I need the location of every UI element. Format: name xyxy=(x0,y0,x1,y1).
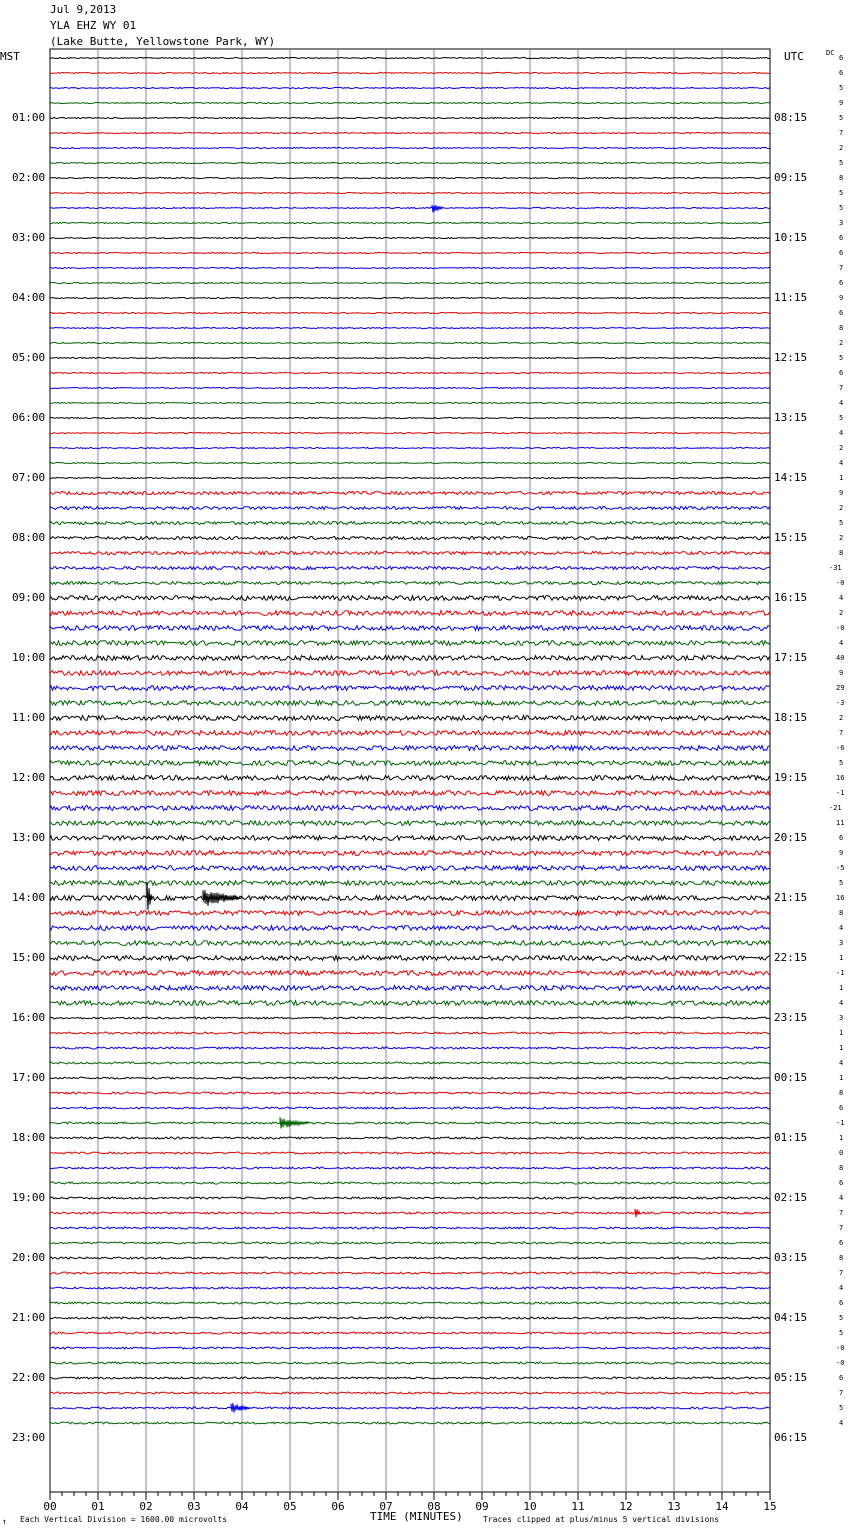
x-tick-label: 01 xyxy=(91,1500,105,1513)
seismic-trace xyxy=(50,731,770,736)
dc-offset-value: 4 xyxy=(839,594,844,602)
dc-offset-value: -0 xyxy=(836,1344,845,1352)
seismic-trace xyxy=(50,1092,770,1094)
dc-offset-value: -0 xyxy=(836,624,845,632)
dc-offset-value: 5 xyxy=(839,1404,844,1412)
seismic-trace xyxy=(50,761,770,766)
time-label-left: 15:00 xyxy=(12,951,46,964)
seismic-trace xyxy=(50,1422,770,1424)
seismic-trace xyxy=(50,1407,770,1409)
seismic-trace xyxy=(50,566,770,569)
dc-offset-value: 5 xyxy=(839,759,844,767)
seismic-trace xyxy=(50,1167,770,1169)
time-label-left: 20:00 xyxy=(12,1251,46,1264)
dc-offset-value: 7 xyxy=(839,129,844,137)
seismic-trace xyxy=(50,432,770,433)
dc-offset-value: 7 xyxy=(839,1224,844,1232)
seismic-trace xyxy=(50,1362,770,1364)
dc-offset-value: 6 xyxy=(839,279,844,287)
dc-offset-value: 9 xyxy=(839,669,844,677)
seismic-trace xyxy=(50,911,770,916)
seismic-trace xyxy=(50,462,770,463)
dc-offset-value: 0 xyxy=(839,1149,844,1157)
seismic-event xyxy=(635,1209,640,1218)
dc-offset-value: 6 xyxy=(839,1299,844,1307)
dc-offset-value: 4 xyxy=(839,1419,844,1427)
seismic-trace xyxy=(50,821,770,826)
seismic-trace xyxy=(50,417,770,418)
time-label-right: 08:15 xyxy=(774,111,808,124)
seismic-trace xyxy=(50,1182,770,1184)
dc-offset-value: -31 xyxy=(829,564,842,572)
seismic-event xyxy=(203,890,242,906)
time-label-left: 03:00 xyxy=(12,231,46,244)
time-label-right: 04:15 xyxy=(774,1311,808,1324)
seismic-trace xyxy=(50,851,770,856)
dc-offset-value: 7 xyxy=(839,1209,844,1217)
seismic-trace xyxy=(50,596,770,601)
x-tick-label: 09 xyxy=(475,1500,489,1513)
x-tick-label: 15 xyxy=(763,1500,777,1513)
dc-offset-value: 6 xyxy=(839,1239,844,1247)
seismic-trace xyxy=(50,177,770,178)
x-tick-label: 02 xyxy=(139,1500,153,1513)
time-label-left: 04:00 xyxy=(12,291,46,304)
time-label-right: 05:15 xyxy=(774,1371,808,1384)
seismic-trace xyxy=(50,1272,770,1274)
seismic-trace xyxy=(50,207,770,208)
x-tick-label: 07 xyxy=(379,1500,393,1513)
time-label-right: 17:15 xyxy=(774,651,808,664)
seismic-trace xyxy=(50,132,770,133)
time-label-left: 19:00 xyxy=(12,1191,46,1204)
dc-offset-value: 7 xyxy=(839,729,844,737)
dc-offset-value: 40 xyxy=(836,654,845,662)
dc-offset-value: 5 xyxy=(839,189,844,197)
seismic-trace xyxy=(50,477,770,478)
seismic-trace xyxy=(50,551,770,554)
time-label-left: 08:00 xyxy=(12,531,46,544)
dc-offset-value: 11 xyxy=(836,819,845,827)
time-label-left: 13:00 xyxy=(12,831,46,844)
dc-offset-value: -3 xyxy=(836,699,845,707)
dc-offset-value: 16 xyxy=(836,894,845,902)
seismic-trace xyxy=(50,506,770,509)
dc-offset-value: 4 xyxy=(839,999,844,1007)
seismic-trace xyxy=(50,447,770,448)
seismic-trace xyxy=(50,986,770,991)
time-label-left: 16:00 xyxy=(12,1011,46,1024)
dc-offset-value: 2 xyxy=(839,504,844,512)
seismic-trace xyxy=(50,671,770,676)
dc-offset-value: 1 xyxy=(839,984,844,992)
dc-offset-value: 1 xyxy=(839,1044,844,1052)
seismic-trace xyxy=(50,327,770,328)
time-label-left: 01:00 xyxy=(12,111,46,124)
seismic-event xyxy=(147,882,152,910)
x-axis-title: TIME (MINUTES) xyxy=(370,1510,463,1523)
dc-offset-value: 4 xyxy=(839,399,844,407)
seismic-trace xyxy=(50,1257,770,1259)
dc-offset-value: -1 xyxy=(836,789,845,797)
dc-offset-value: 8 xyxy=(839,1254,844,1262)
time-label-right: 06:15 xyxy=(774,1431,808,1444)
seismic-trace xyxy=(50,1047,770,1049)
dc-offset-value: -5 xyxy=(836,864,845,872)
time-label-left: 22:00 xyxy=(12,1371,46,1384)
seismic-trace xyxy=(50,491,770,494)
dc-offset-value: 5 xyxy=(839,159,844,167)
dc-offset-value: 5 xyxy=(839,84,844,92)
seismic-trace xyxy=(50,716,770,721)
x-tick-label: 05 xyxy=(283,1500,297,1513)
seismic-trace xyxy=(50,222,770,223)
dc-offset-value: 9 xyxy=(839,849,844,857)
dc-offset-value: 2 xyxy=(839,714,844,722)
seismic-trace xyxy=(50,1107,770,1109)
timezone-right-label: UTC xyxy=(784,50,804,63)
seismic-trace xyxy=(50,536,770,539)
x-tick-label: 14 xyxy=(715,1500,729,1513)
dc-offset-value: 4 xyxy=(839,639,844,647)
dc-offset-value: 6 xyxy=(839,69,844,77)
time-label-right: 11:15 xyxy=(774,291,808,304)
seismic-trace xyxy=(50,806,770,811)
seismic-trace xyxy=(50,147,770,148)
time-label-left: 17:00 xyxy=(12,1071,46,1084)
seismic-trace xyxy=(50,941,770,946)
dc-offset-value: 29 xyxy=(836,684,845,692)
header-station: YLA EHZ WY 01 xyxy=(50,19,137,32)
time-label-left: 07:00 xyxy=(12,471,46,484)
x-tick-label: 06 xyxy=(331,1500,345,1513)
dc-offset-value: 7 xyxy=(839,264,844,272)
seismic-trace xyxy=(50,926,770,931)
time-label-right: 16:15 xyxy=(774,591,808,604)
dc-offset-value: -0 xyxy=(836,579,845,587)
header-location: (Lake Butte, Yellowstone Park, WY) xyxy=(50,35,276,48)
dc-offset-value: 7 xyxy=(839,1269,844,1277)
time-label-left: 14:00 xyxy=(12,891,46,904)
dc-offset-value: 6 xyxy=(839,249,844,257)
dc-offset-value: 16 xyxy=(836,774,845,782)
seismic-trace xyxy=(50,776,770,781)
x-tick-label: 04 xyxy=(235,1500,249,1513)
seismic-trace xyxy=(50,357,770,358)
timezone-left-label: MST xyxy=(0,50,20,63)
seismic-trace xyxy=(50,1062,770,1064)
seismic-trace xyxy=(50,57,770,58)
seismic-trace xyxy=(50,956,770,961)
plot-frame xyxy=(50,49,770,1492)
seismic-trace xyxy=(50,701,770,706)
dc-offset-value: 2 xyxy=(839,534,844,542)
seismic-trace xyxy=(50,282,770,283)
seismic-trace xyxy=(50,237,770,238)
dc-offset-value: 6 xyxy=(839,54,844,62)
seismic-trace xyxy=(50,1017,770,1019)
dc-offset-value: 8 xyxy=(839,909,844,917)
dc-offset-value: 8 xyxy=(839,1164,844,1172)
time-label-right: 09:15 xyxy=(774,171,808,184)
time-label-right: 01:15 xyxy=(774,1131,808,1144)
dc-column-label: DC xyxy=(826,49,835,57)
dc-offset-value: 8 xyxy=(839,549,844,557)
seismic-trace xyxy=(50,836,770,841)
seismic-trace xyxy=(50,1122,770,1124)
dc-offset-value: -0 xyxy=(836,1359,845,1367)
seismic-trace xyxy=(50,1152,770,1154)
dc-offset-value: 9 xyxy=(839,294,844,302)
seismic-trace xyxy=(50,342,770,343)
dc-offset-value: 5 xyxy=(839,354,844,362)
time-label-left: 11:00 xyxy=(12,711,46,724)
time-label-left: 21:00 xyxy=(12,1311,46,1324)
seismic-trace xyxy=(50,1332,770,1334)
time-label-right: 03:15 xyxy=(774,1251,808,1264)
time-label-left: 09:00 xyxy=(12,591,46,604)
dc-offset-value: 7 xyxy=(839,384,844,392)
dc-offset-value: 2 xyxy=(839,609,844,617)
dc-offset-value: 1 xyxy=(839,1134,844,1142)
seismic-trace xyxy=(50,521,770,524)
seismic-trace xyxy=(50,1032,770,1034)
seismic-event xyxy=(280,1117,309,1129)
seismic-trace xyxy=(50,1242,770,1244)
dc-offset-value: 4 xyxy=(839,429,844,437)
seismic-event xyxy=(432,205,443,212)
seismic-trace xyxy=(50,1001,770,1006)
x-tick-label: 03 xyxy=(187,1500,201,1513)
x-tick-label: 10 xyxy=(523,1500,537,1513)
header-date: Jul 9,2013 xyxy=(50,3,117,16)
time-label-right: 14:15 xyxy=(774,471,808,484)
dc-offset-value: 9 xyxy=(839,489,844,497)
seismic-trace xyxy=(50,102,770,103)
seismic-trace xyxy=(50,971,770,976)
seismic-trace xyxy=(50,1212,770,1214)
seismic-trace xyxy=(50,896,770,901)
seismic-trace xyxy=(50,626,770,631)
seismic-trace xyxy=(50,1377,770,1379)
seismic-trace xyxy=(50,1197,770,1199)
dc-offset-value: 4 xyxy=(839,459,844,467)
seismic-trace xyxy=(50,192,770,193)
scale-note: Each Vertical Division = 1600.00 microvolts xyxy=(20,1515,228,1524)
seismic-trace xyxy=(50,686,770,691)
time-label-right: 22:15 xyxy=(774,951,808,964)
seismic-trace xyxy=(50,581,770,584)
dc-offset-value: 2 xyxy=(839,444,844,452)
dc-offset-value: 5 xyxy=(839,114,844,122)
seismic-event xyxy=(231,1403,250,1413)
dc-offset-value: 8 xyxy=(839,324,844,332)
dc-offset-value: 5 xyxy=(839,414,844,422)
x-tick-label: 13 xyxy=(667,1500,681,1513)
dc-offset-value: 2 xyxy=(839,339,844,347)
time-label-right: 21:15 xyxy=(774,891,808,904)
time-label-left: 06:00 xyxy=(12,411,46,424)
seismic-trace xyxy=(50,312,770,313)
dc-offset-value: 8 xyxy=(839,174,844,182)
dc-offset-value: 6 xyxy=(839,234,844,242)
seismic-trace xyxy=(50,1302,770,1304)
seismic-trace xyxy=(50,641,770,646)
time-label-left: 10:00 xyxy=(12,651,46,664)
time-label-right: 00:15 xyxy=(774,1071,808,1084)
seismic-trace xyxy=(50,611,770,616)
dc-offset-value: 9 xyxy=(839,99,844,107)
dc-offset-value: 5 xyxy=(839,1314,844,1322)
seismic-trace xyxy=(50,1137,770,1139)
seismic-trace xyxy=(50,1347,770,1349)
seismic-trace xyxy=(50,746,770,751)
time-label-left: 05:00 xyxy=(12,351,46,364)
seismic-trace xyxy=(50,117,770,118)
dc-offset-value: 3 xyxy=(839,939,844,947)
dc-offset-value: 3 xyxy=(839,219,844,227)
x-tick-label: 11 xyxy=(571,1500,585,1513)
x-tick-label: 00 xyxy=(43,1500,57,1513)
dc-offset-value: -21 xyxy=(829,804,842,812)
time-label-right: 12:15 xyxy=(774,351,808,364)
dc-offset-value: 3 xyxy=(839,1014,844,1022)
time-label-right: 15:15 xyxy=(774,531,808,544)
seismic-trace xyxy=(50,1227,770,1229)
seismic-trace xyxy=(50,162,770,163)
dc-offset-value: -1 xyxy=(836,1119,845,1127)
time-label-left: 02:00 xyxy=(12,171,46,184)
dc-offset-value: 7 xyxy=(839,1389,844,1397)
dc-offset-value: 5 xyxy=(839,519,844,527)
dc-offset-value: 8 xyxy=(839,1089,844,1097)
x-tick-label: 08 xyxy=(427,1500,441,1513)
dc-offset-value: 5 xyxy=(839,204,844,212)
seismic-trace xyxy=(50,72,770,73)
seismic-trace xyxy=(50,252,770,253)
time-label-left: 12:00 xyxy=(12,771,46,784)
dc-offset-value: 5 xyxy=(839,879,844,887)
dc-offset-value: 1 xyxy=(839,954,844,962)
dc-offset-value: 2 xyxy=(839,144,844,152)
time-label-right: 10:15 xyxy=(774,231,808,244)
dc-offset-value: 6 xyxy=(839,834,844,842)
time-label-right: 19:15 xyxy=(774,771,808,784)
seismic-trace xyxy=(50,791,770,796)
dc-offset-value: 1 xyxy=(839,1074,844,1082)
seismic-trace xyxy=(50,402,770,403)
time-label-right: 20:15 xyxy=(774,831,808,844)
time-label-left: 23:00 xyxy=(12,1431,46,1444)
time-label-right: 13:15 xyxy=(774,411,808,424)
dc-offset-value: 6 xyxy=(839,369,844,377)
seismic-trace xyxy=(50,372,770,373)
dc-offset-value: 6 xyxy=(839,1104,844,1112)
seismic-trace xyxy=(50,866,770,871)
seismic-trace xyxy=(50,387,770,388)
clip-note: Traces clipped at plus/minus 5 vertical divisions xyxy=(483,1515,720,1524)
dc-offset-value: 4 xyxy=(839,1284,844,1292)
dc-offset-value: 5 xyxy=(839,1329,844,1337)
dc-offset-value: 6 xyxy=(839,309,844,317)
seismic-trace xyxy=(50,297,770,298)
seismic-trace xyxy=(50,881,770,886)
seismic-trace xyxy=(50,87,770,88)
time-label-left: 18:00 xyxy=(12,1131,46,1144)
x-tick-label: 12 xyxy=(619,1500,633,1513)
seismic-trace xyxy=(50,656,770,661)
seismic-trace xyxy=(50,1077,770,1079)
dc-offset-value: 4 xyxy=(839,924,844,932)
dc-offset-value: 6 xyxy=(839,1179,844,1187)
dc-offset-value: -1 xyxy=(836,969,845,977)
time-label-right: 02:15 xyxy=(774,1191,808,1204)
dc-offset-value: 6 xyxy=(839,1374,844,1382)
seismic-trace xyxy=(50,1287,770,1289)
dc-offset-value: -6 xyxy=(836,744,845,752)
seismic-trace xyxy=(50,1392,770,1394)
dc-offset-value: 1 xyxy=(839,474,844,482)
dc-offset-value: 4 xyxy=(839,1059,844,1067)
footer-left-mark: ↑ xyxy=(2,1517,7,1526)
time-label-right: 23:15 xyxy=(774,1011,808,1024)
seismic-trace xyxy=(50,1317,770,1319)
time-label-right: 18:15 xyxy=(774,711,808,724)
seismic-trace xyxy=(50,267,770,268)
dc-offset-value: 4 xyxy=(839,1194,844,1202)
dc-offset-value: 1 xyxy=(839,1029,844,1037)
